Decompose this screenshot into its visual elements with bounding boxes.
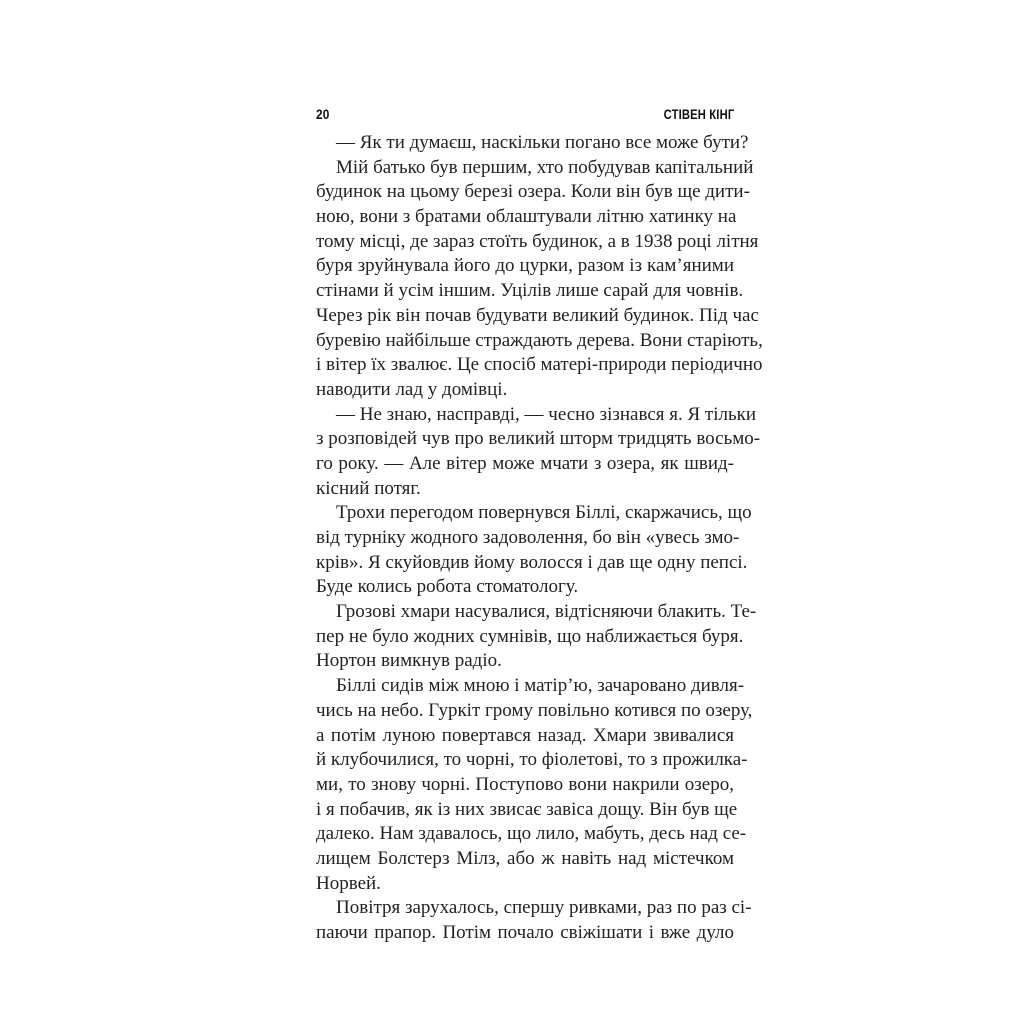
running-head <box>316 106 734 126</box>
text-line: пер не було жодних сумнівів, що наближається буря. <box>316 625 744 647</box>
text-line: наводити лад у домівці. <box>316 378 508 400</box>
text-line: — Як ти думаєш, наскільки погано все може бути? <box>336 132 749 153</box>
text-line: а потім луною повертався назад. Хмари звивалися <box>316 724 734 746</box>
text-line: стінами й усім іншим. Уцілів лише сарай для човнів. <box>316 280 744 302</box>
page-number: 20 <box>316 106 330 122</box>
text-line: крів». Я скуйовдив йому волосся і дав ще одну пепсі. <box>316 551 748 573</box>
text-line: ми, то знову чорні. Поступово вони накрили озеро, <box>316 773 734 795</box>
text-line: і я побачив, як із них звисає завіса дощу. Він був ще <box>316 798 738 820</box>
text-line: Грозові хмари насувалися, відтісняючи блакить. Те- <box>336 601 757 623</box>
text-line: го року. — Але вітер може мчати з озера, як швид- <box>316 452 734 474</box>
text-line: Повітря зарухалось, спершу ривками, раз по раз сі- <box>336 897 752 919</box>
text-line: Буде колись робота стоматологу. <box>316 576 579 598</box>
text-line: тому місці, де зараз стоїть будинок, а в 1938 році літня <box>316 230 759 252</box>
text-line: Норвей. <box>316 872 381 894</box>
text-line: — Не знаю, насправді, — чесно зізнався я. Я тільки <box>336 403 757 425</box>
author-name: СТІВЕН КІНГ <box>663 106 734 122</box>
text-line: будинок на цьому березі озера. Коли він був ще дити- <box>316 181 750 203</box>
text-line: Трохи перегодом повернувся Біллі, скаржачись, що <box>336 502 752 524</box>
text-line: Через рік він почав будувати великий будинок. Під час <box>316 304 759 326</box>
text-line: від турніку жодного задоволення, бо він «увесь змо- <box>316 527 740 548</box>
text-line: буря зруйнувала його до цурки, разом із кам’яними <box>316 255 734 277</box>
book-page <box>316 0 763 1024</box>
text-line: Мій батько був першим, хто побудував капітальний <box>336 156 754 178</box>
text-line: чись на небо. Гуркіт грому повільно котився по озеру, <box>316 699 753 721</box>
text-line: буревію найбільше страждають дерева. Вони старіють, <box>316 329 763 351</box>
text-line: ною, вони з братами облаштували літню хатинку на <box>316 206 737 228</box>
text-line: кісний потяг. <box>316 477 421 499</box>
text-line: з розповідей чув про великий шторм тридцять восьмо- <box>316 428 761 450</box>
text-line: і вітер їх звалює. Це спосіб матері-природи періодично <box>316 354 763 376</box>
text-line: лищем Болстерз Мілз, або ж навіть над містечком <box>316 847 734 869</box>
text-line: Нортон вимкнув радіо. <box>316 650 502 672</box>
text-line: паючи прапор. Потім почало свіжішати і вже дуло <box>316 922 734 943</box>
text-line: Біллі сидів між мною і матір’ю, зачаровано дивля- <box>336 675 745 697</box>
text-line: далеко. Нам здавалось, що лило, мабуть, десь над се- <box>316 823 747 845</box>
body-text <box>316 131 763 946</box>
text-line: й клубочилися, то чорні, то фіолетові, то з прожилка- <box>316 749 748 771</box>
